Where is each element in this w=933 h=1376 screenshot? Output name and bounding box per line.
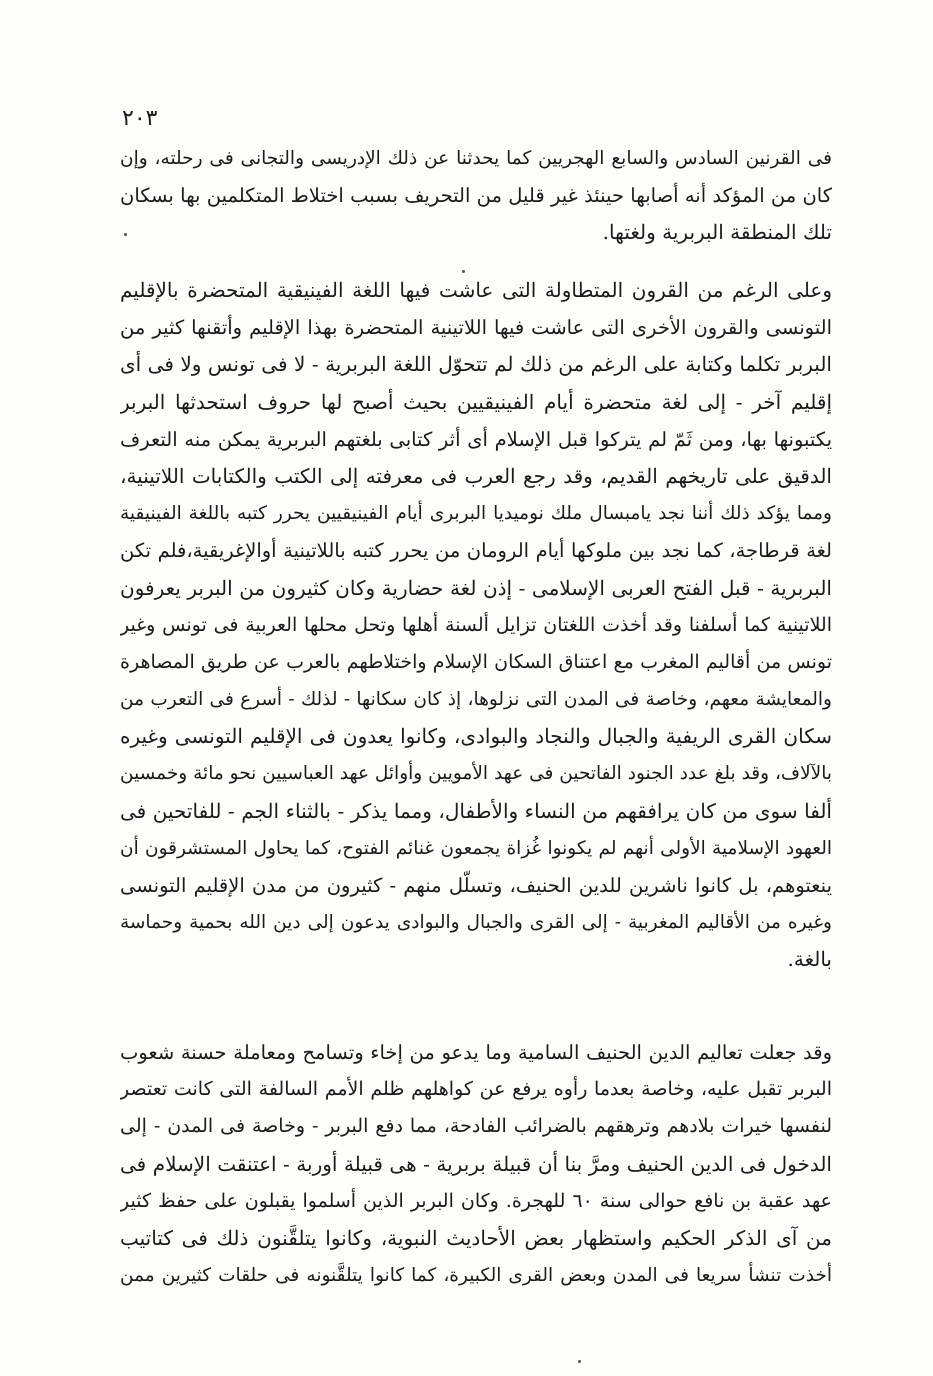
text-line: بالآلاف، وقد بلغ عدد الجنود الفاتحين فى عهد الأمويين وأوائل عهد العباسيين نحو مائة وخمسين: [120, 763, 832, 785]
text-line: بالغة.: [787, 947, 832, 972]
text-line: لغة قرطاجة، كما نجد بين ملوكها أيام الرومان من يحرر كتبه باللاتينية أوالإغريقية،فلم تكن: [120, 539, 832, 563]
text-line: الدخول فى الدين الحنيف ومرَّ بنا أن قبيلة بربرية - هى قبيلة أوربة - اعتنقت الإسلام فى: [120, 1151, 832, 1176]
text-line: وغيره من الأقاليم المغربية - إلى القرى والجبال والبوادى يدعون إلى دين الله بحمية وحماسة: [120, 912, 832, 934]
text-line: أخذت تنشأ سريعا فى المدن وبعض القرى الكبيرة، كما كانوا يتلقَّنونه فى حلقات كثيرين ممن: [120, 1265, 832, 1287]
paragraph-2: [120, 272, 832, 1016]
text-line: وعلى الرغم من القرون المتطاولة التى عاشت فيها اللغة الفينيقية المتحضرة بالإقليم: [120, 278, 832, 302]
text-line: ألفا سوى من كان يرافقهم من النساء والأطفال، ومما يذكر - بالثناء الجم - للفاتحين فى: [120, 798, 832, 823]
page-number: ٢٠٣: [122, 106, 158, 131]
text-line: ومما يؤكد ذلك أننا نجد يامبسال ملك نوميديا البربرى أيام الفينيقيين يحرر كتبه باللغة الفينيقية: [120, 503, 832, 525]
scan-speck: [124, 233, 127, 236]
text-line: وقد جعلت تعاليم الدين الحنيف السامية وما يدعو من إخاء وتسامح ومعاملة حسنة شعوب: [120, 1041, 832, 1064]
paragraph-1: [120, 140, 832, 252]
text-line: البربر تقبل عليه، وخاصة بعدما رأوه يرفع عن كواهلهم ظلم الأمم السالفة التى كانت تعتصر: [120, 1078, 832, 1101]
scan-speck: [578, 1360, 581, 1363]
scan-speck: [462, 270, 465, 273]
text-line: سكان القرى الريفية والجبال والنجاد والبوادى، وكانوا يعدون فى الإقليم التونسى وغيره: [120, 724, 832, 749]
text-line: [120, 979, 832, 1016]
text-line: والمعايشة معهم، وخاصة فى المدن التى نزلوها، إذ كان سكانها - لذلك - أسرع فى التعرب من: [120, 689, 832, 711]
text-line: تلك المنطقة البربرية ولغتها.: [602, 220, 832, 245]
paragraph-3: [120, 1034, 832, 1294]
text-line: العهود الإسلامية الأولى أنهم لم يكونوا غُزاة يجمعون غنائم الفتوح، كما يحاول المستشرقون أن: [120, 837, 832, 859]
text-line: من آى الذكر الحكيم واستظهار بعض الأحاديث النبوية، وكانوا يتلقَّنون ذلك فى كتاتيب: [120, 1225, 832, 1250]
text-line: اللاتينية كما أسلفنا وقد أخذت اللغتان تزايل ألسنة أهلها وتحل محلها العربية فى تونس وغير: [120, 613, 832, 636]
text-line: كان من المؤكد أنه أصابها حينئذ غير قليل من التحريف بسبب اختلاط المتكلمين بها بسكان: [120, 184, 832, 208]
text-line: البربر تكلما وكتابة على الرغم من ذلك لم تتحوّل اللغة البربرية - لا فى تونس ولا فى أى: [120, 352, 832, 377]
text-line: فى القرنين السادس والسابع الهجريين كما يحدثنا عن ذلك الإدريسى والتجانى فى رحلته، وإن: [120, 148, 832, 169]
text-line: لنفسها خيرات بلادهم وترهقهم بالضرائب الفادحة، مما دفع البربر - وخاصة فى المدن - إلى: [120, 1115, 832, 1138]
text-line: التونسى والقرون الأخرى التى عاشت فيها اللاتينية المتحضرة بهذا الإقليم وأتقنها كثير من: [120, 316, 832, 340]
text-line: إقليم آخر - إلى لغة متحضرة أيام الفينيقيين بحيث أصبح لها حروف استحدثها البربر: [120, 389, 832, 414]
text-line: الدقيق على تاريخهم القديم، وقد رجع العرب فى معرفته إلى الكتب والكتابات اللاتينية،: [120, 463, 832, 488]
text-line: يكتبونها بها، ومن ثَمّ لم يتركوا قبل الإسلام أى أثر كتابى بلغتهم البربرية يمكن منه التعرف: [120, 427, 832, 451]
text-line: ينعتوهم، بل كانوا ناشرين للدين الحنيف، وتسلّل منهم - كثيرون من مدن الإقليم التونسى: [120, 874, 832, 897]
text-line: تونس من أقاليم المغرب مع اعتناق السكان الإسلام واختلاطهم بالعرب عن طريق المصاهرة: [120, 650, 832, 673]
text-line: البربرية - قبل الفتح العربى الإسلامى - إذن لغة حضارية وكان كثيرون من البربر يعرفون: [120, 575, 832, 600]
text-line: عهد عقبة بن نافع حوالى سنة ٦٠ للهجرة. وكان البربر الذين أسلموا يقبلون على حفظ كثير: [120, 1189, 832, 1212]
